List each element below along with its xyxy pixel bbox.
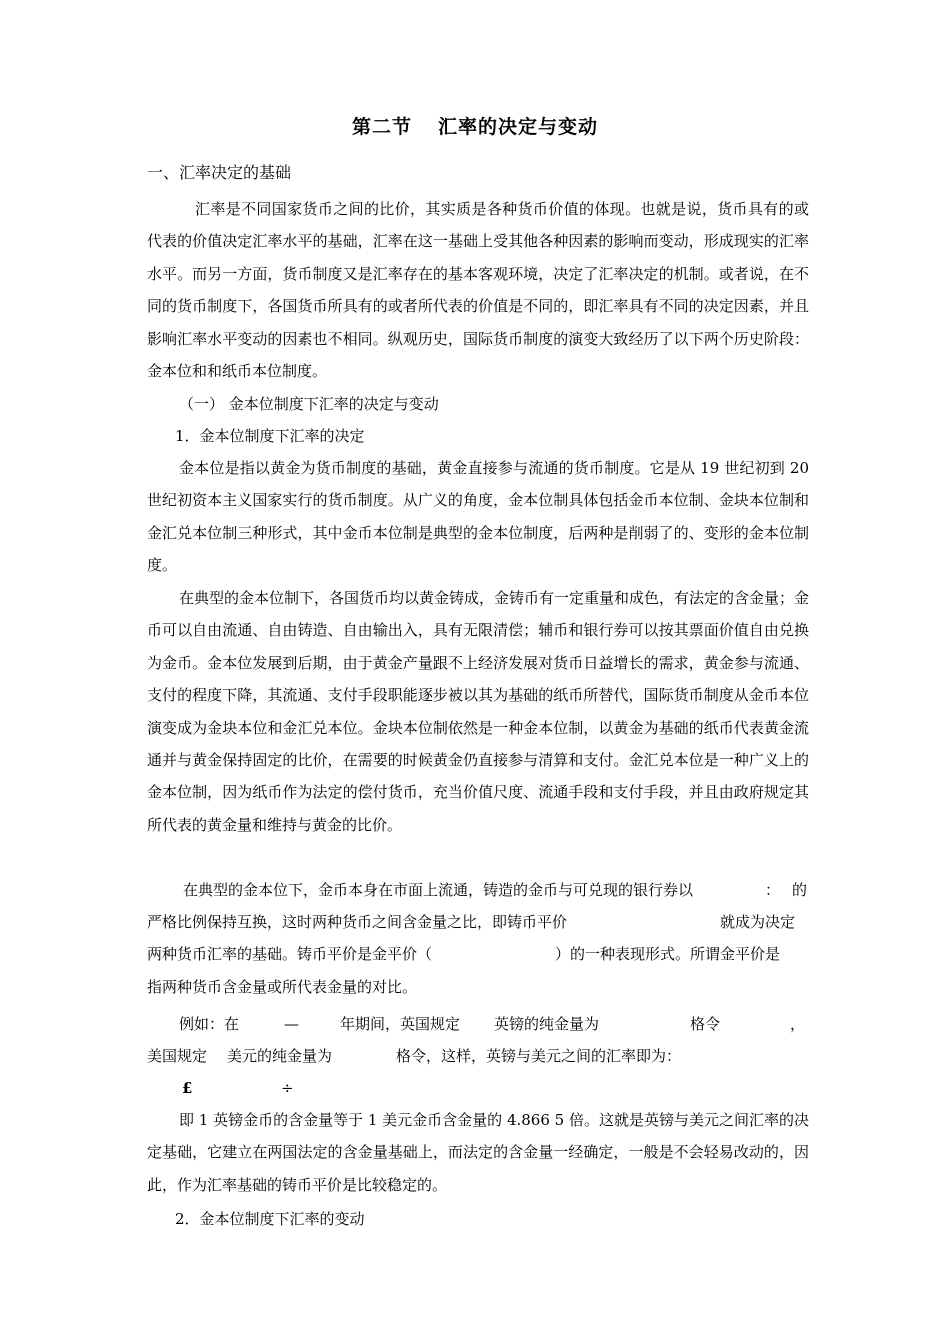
example-line1b: — — [284, 1015, 299, 1033]
mint-parity-line2b: 就成为决定 — [720, 913, 796, 931]
example-line1e: 格令 — [690, 1015, 721, 1033]
mint-parity-line1a: 在典型的金本位下，金币本身在市面上流通，铸造的金币与可兑现的银行券以 — [183, 881, 694, 899]
heading-exchange-rate-basis: 一、汇率决定的基础 — [147, 163, 292, 182]
pound-sign: £ — [182, 1079, 193, 1097]
paragraph-intro: 汇率是不同国家货币之间的比价，其实质是各种货币价值的体现。也就是说，货币具有的或代表的价值决定汇率水平的基础，汇率在这一基础上受其他各种因素的影响而变动，形成现实的汇率水平。而另一方面，货币制度又是汇率存在的基本客观环境，决定了汇率决定的机制。或者说，在不同的货币制度下，各国货币所具有的或者所代表的价值是不同的，即汇率具有不同的决定因素，并且影响汇率水平变动的因素也不相同。纵观历史，国际货币制度的演变大致经历了以下两个历史阶段：金本位和和纸币本位制度。 — [147, 200, 809, 381]
example-line1a: 例如：在 — [179, 1015, 240, 1033]
example-line1f: ， — [790, 1015, 806, 1033]
mint-parity-line2a: 严格比例保持互换，这时两种货币之间含金量之比，即铸币平价 — [147, 913, 568, 931]
mint-parity-line3a: 两种货币汇率的基础。铸币平价是金平价（ — [147, 945, 433, 963]
example-line2b: 美元的纯金量为 — [227, 1047, 333, 1065]
subheading-gold-standard: （一） 金本位制度下汇率的决定与变动 — [179, 395, 439, 413]
paragraph-typical-gold-standard: 在典型的金本位制下，各国货币均以黄金铸成，金铸币有一定重量和成色，有法定的含金量；金币可以自由流通、自由铸造、自由输出入，具有无限清偿；辅币和银行券可以按其票面价值自由兑换为金币。金本位发展到后期，由于黄金产量跟不上经济发展对货币日益增长的需求，黄金参与流通、支付的程度下降，其流通、支付手段职能逐步被以其为基础的纸币所替代，国际货币制度从金币本位演变成为金块本位和金汇兑本位。金块本位制依然是一种金本位制，以黄金为基础的纸币代表黄金流通并与黄金保持固定的比价，在需要的时候黄金仍直接参与清算和支付。金汇兑本位是一种广义上的金本位制，因为纸币作为法定的偿付货币，充当价值尺度、流通手段和支付手段，并且由政府规定其所代表的黄金量和维持与黄金的比价。 — [147, 589, 810, 834]
section-title — [0, 112, 950, 139]
item-heading-fluctuation: 2．金本位制度下汇率的变动 — [175, 1210, 365, 1228]
item-heading-determination: 1．金本位制度下汇率的决定 — [175, 427, 365, 445]
paragraph-gold-standard-definition: 金本位是指以黄金为货币制度的基础，黄金直接参与流通的货币制度。它是从 19 世纪初到 20 世纪初资本主义国家实行的货币制度。从广义的角度，金本位制具体包括金币本位制、金块本位制和金汇兑本位制三种形式，其中金币本位制是典型的金本位制度，后两种是削弱了的、变形的金本位制度。 — [147, 459, 809, 575]
example-line1d: 英镑的纯金量为 — [494, 1015, 600, 1033]
mint-parity-line3b: ）的一种表现形式。所谓金平价是 — [555, 945, 781, 963]
example-line2c: 格令，这样，英镑与美元之间的汇率即为： — [396, 1047, 682, 1065]
example-line2a: 美国规定 — [147, 1047, 208, 1065]
mint-parity-line1b: ： — [765, 881, 781, 899]
paragraph-exchange-rate-basis-conclusion: 即 1 英镑金币的含金量等于 1 美元金币含金量的 4.866 5 倍。这就是英镑与美元之间汇率的决定基础，它建立在两国法定的含金量基础上，而法定的含金量一经确定，一般是不会轻易改动的，因此，作为汇率基础的铸币平价是比较稳定的。 — [147, 1111, 809, 1194]
division-sign: ÷ — [281, 1079, 294, 1097]
section-title-number: 第二节 — [351, 116, 412, 138]
mint-parity-line1c: 的 — [792, 881, 808, 899]
mint-parity-line4: 指两种货币含金量或所代表金量的对比。 — [147, 978, 418, 996]
section-title-text: 汇率的决定与变动 — [438, 116, 599, 138]
example-line1c: 年期间，英国规定 — [340, 1015, 461, 1033]
